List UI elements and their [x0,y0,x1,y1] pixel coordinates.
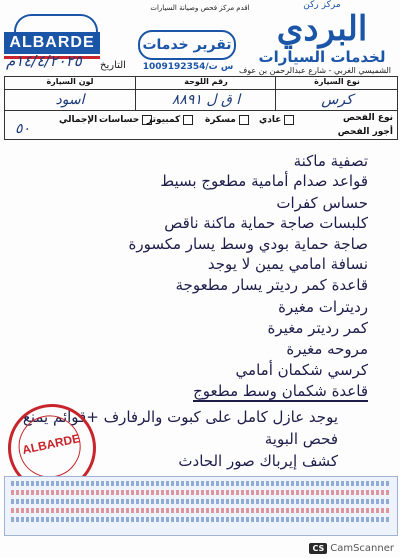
note-line: مروحه مغيرة [286,340,368,358]
note-line: كلبسات صاجة حماية ماكنة ناقص [164,214,368,232]
note-line: تصفية ماكنة [293,152,368,170]
camscanner-label: CamScanner [330,543,394,554]
address: الشميسي الغربي - شارع عبدالرحمن بن عوف [238,66,392,75]
header-car-type: نوع السيارة [275,77,398,89]
option-sensors-label: حساسات [99,115,140,125]
option-computer-label: كمبيوتر [147,115,181,125]
camscanner-badge: CS [309,543,327,554]
note-line: قاعدة كمر رديتر يسار مطعوجة [175,276,368,294]
stamp-text: ALBARDE [21,431,82,458]
report-title: تقرير خدمات [138,30,236,60]
car-color-value: اسود [5,89,135,110]
total-label: الإجمالي [59,115,98,125]
terms-line [11,490,391,495]
checkbox-computer[interactable] [183,115,193,125]
checkbox-mechanical[interactable] [239,115,249,125]
tagline: اقدم مركز فحص وصيانة السيارات [150,4,250,12]
exam-fee-label: أجور الفحص [337,127,393,137]
vehicle-info-table [4,76,398,140]
note-line: قاعدة شكمان وسط مطعوج [193,382,368,400]
option-mechanical-label: مسكرة [205,115,236,125]
option-mechanical[interactable] [205,113,249,127]
note-line: صاجة حماية بودي وسط يسار مكسورة [128,235,368,253]
terms-line [11,517,391,522]
header-plate-number: رقم اللوحة [135,77,276,89]
exam-row [5,110,397,140]
exam-type-label: نوع الفحص [342,113,393,123]
checkbox-sensors[interactable] [142,115,152,125]
note-line: نسافة امامي يمين لا يوجد [207,255,368,273]
date-value: ١٤/٤/٢٠٢٥م [6,52,82,70]
checkbox-normal[interactable] [284,115,294,125]
plate-number-value: ا ق ل ٨٨٩١ [135,89,276,110]
note-line: حساس كفرات [276,194,368,212]
option-normal-label: عادي [259,115,282,125]
terms-line [11,508,391,513]
commercial-register: س ت/1009192354 [142,62,234,72]
extra-note-line: كشف إيرباك صور الحادث [178,452,338,470]
logo-text: ALBARDE [4,32,100,54]
car-outline-icon [14,14,98,34]
total-value: ٥٠ [15,121,31,137]
services-subtitle: لخدمات السيارات [258,48,386,66]
brand-name: البردي [276,9,368,49]
car-type-value: كرس [275,89,398,110]
terms-line [11,481,391,486]
extra-note-line: فحص البوية [264,430,338,448]
note-line: كرسي شكمان أمامي [235,361,368,379]
center-title: مركز ركن [303,0,341,10]
note-line: قواعد صدام أمامية مطعوج بسيط [160,172,368,190]
terms-line [11,499,391,504]
camscanner-watermark [309,543,394,554]
note-line: كمر رديتر مغيرة [267,319,368,337]
note-line: رديترات مغيرة [278,298,368,316]
date-label: التاريخ [100,60,126,71]
footer-terms [4,476,398,536]
option-normal[interactable] [259,113,294,127]
option-sensors[interactable] [99,113,152,127]
header-car-color: لون السيارة [46,77,94,86]
option-computer[interactable] [147,113,193,127]
extra-note-line: يوجد عازل كامل على كبوت والرفارف +قوائم يمنع [22,408,338,426]
